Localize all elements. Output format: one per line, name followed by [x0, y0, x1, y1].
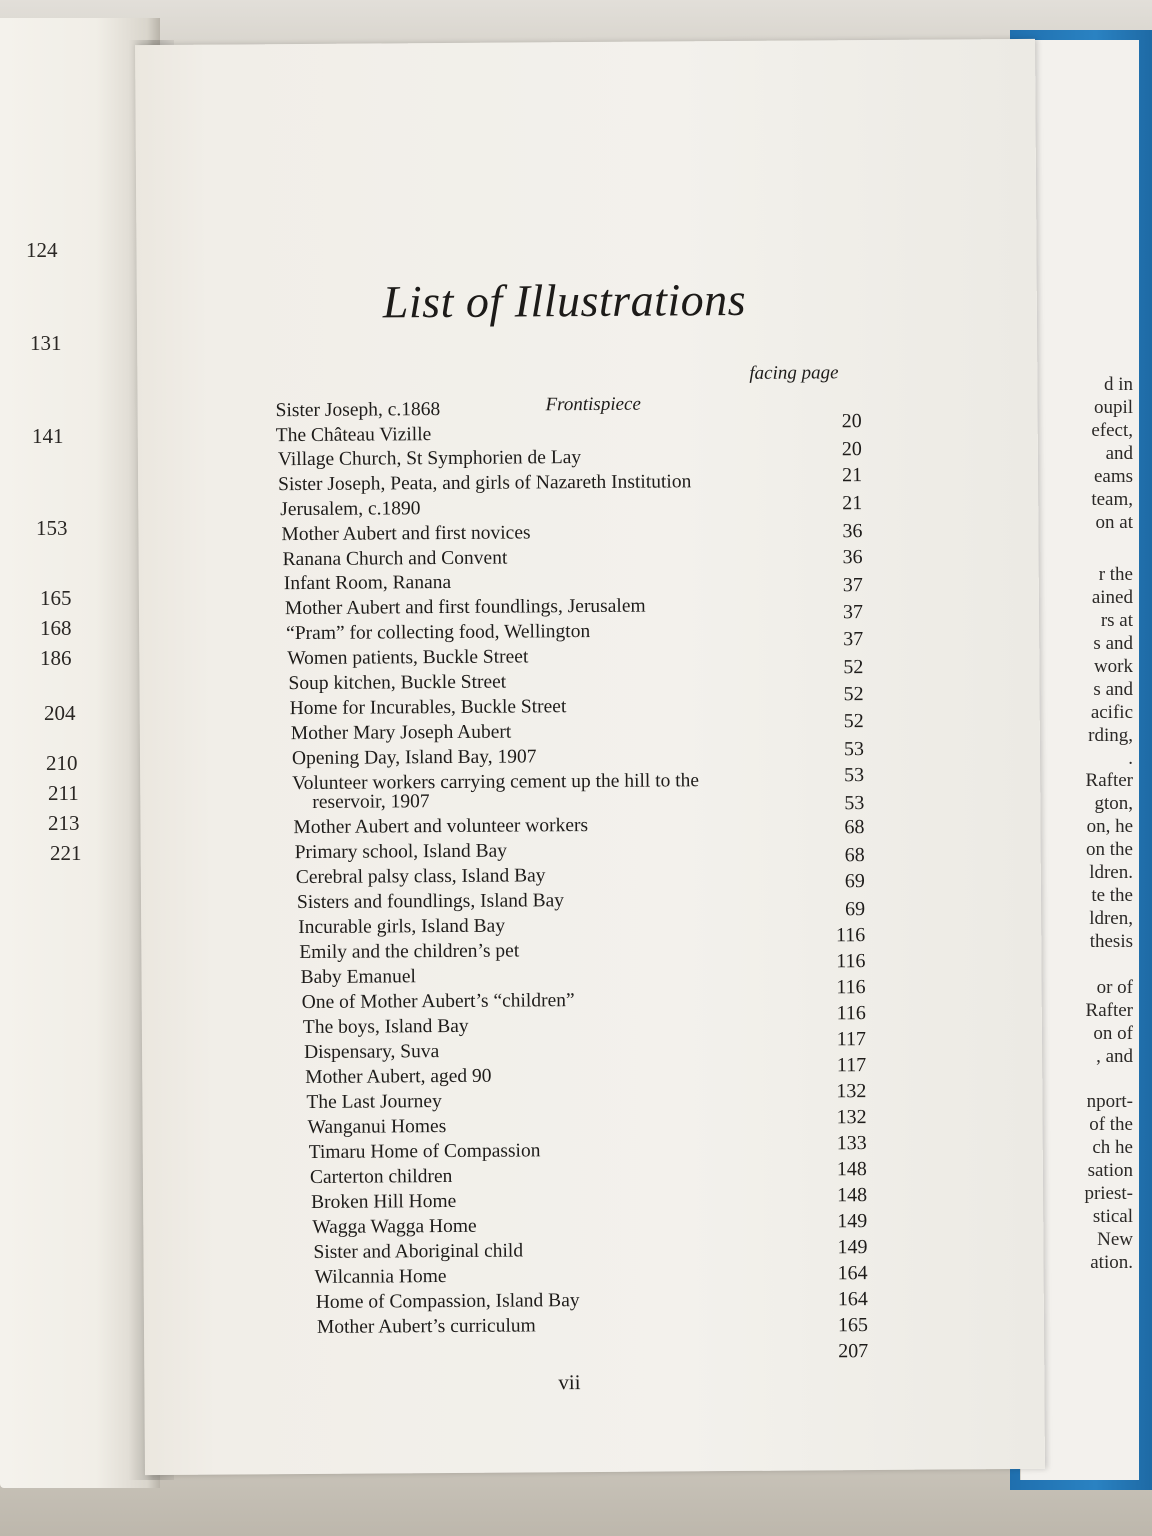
illustration-entry: “Pram” for collecting food, Wellington	[286, 620, 591, 645]
facing-page-number: 52	[843, 683, 864, 706]
illustration-entry: Sister Joseph, Peata, and girls of Nazareth Institution	[278, 471, 692, 496]
facing-page-number: 20	[841, 438, 862, 461]
illustration-entry: Soup kitchen, Buckle Street	[288, 671, 507, 695]
right-page-fragment: rs at	[1100, 610, 1133, 631]
facing-page-number: 164	[837, 1262, 868, 1285]
frontispiece-label: Frontispiece	[545, 393, 641, 416]
left-page-number: 124	[26, 238, 58, 262]
facing-page-number: 21	[841, 464, 863, 487]
left-page-number: 141	[32, 424, 64, 448]
facing-page-number: 117	[836, 1028, 867, 1051]
right-page-fragment: te the	[1091, 885, 1133, 906]
right-page-fragment: priest-	[1084, 1183, 1133, 1204]
illustration-entry: Wagga Wagga Home	[312, 1215, 477, 1238]
facing-page-number: 148	[836, 1184, 868, 1207]
illustration-entry: Broken Hill Home	[311, 1190, 457, 1213]
illustration-entry: Sister Joseph, c.1868	[275, 399, 441, 422]
right-page-fragment: .	[1128, 748, 1133, 769]
facing-page-number: 149	[837, 1236, 868, 1259]
facing-page-number: 52	[843, 656, 864, 679]
facing-page-number: 165	[837, 1314, 869, 1337]
facing-page-number: 68	[844, 816, 865, 839]
page-folio: vii	[558, 1370, 581, 1395]
facing-page-number: 207	[838, 1340, 869, 1363]
left-page-number: 168	[40, 616, 72, 640]
illustration-entry: reservoir, 1907	[312, 791, 430, 813]
right-page-fragment: on of	[1093, 1023, 1133, 1044]
right-page-fragment: ldren.	[1089, 862, 1133, 883]
illustration-entry: Mother Aubert and volunteer workers	[293, 815, 589, 839]
illustration-entry: Cerebral palsy class, Island Bay	[295, 865, 546, 889]
facing-page-number: 69	[844, 870, 865, 893]
facing-page-number: 164	[837, 1288, 868, 1311]
left-page-number: 165	[40, 586, 72, 610]
right-page-fragment: oupil	[1093, 397, 1133, 418]
right-page-fragment: on the	[1086, 839, 1133, 860]
facing-page-number: 37	[843, 628, 864, 651]
illustration-entry: Home of Compassion, Island Bay	[315, 1290, 580, 1313]
illustration-entry: Infant Room, Ranana	[283, 571, 452, 595]
illustration-entry: Opening Day, Island Bay, 1907	[291, 746, 537, 770]
facing-page-number: 37	[842, 601, 864, 624]
facing-page-number: 37	[842, 574, 863, 597]
facing-page-number: 133	[836, 1132, 867, 1155]
illustration-entry: Jerusalem, c.1890	[280, 498, 421, 521]
illustration-entry: Sisters and foundlings, Island Bay	[296, 890, 565, 914]
facing-page-number: 116	[836, 976, 866, 999]
right-page-fragment: ch he	[1092, 1137, 1133, 1158]
illustration-entry: Ranana Church and Convent	[282, 547, 508, 571]
right-page-fragment: ldren,	[1089, 908, 1133, 929]
right-page-fragment: gton,	[1094, 793, 1133, 814]
right-page-fragment: on at	[1095, 512, 1133, 533]
right-page-fragment: sation	[1087, 1160, 1133, 1181]
facing-page-number: 116	[835, 924, 866, 947]
left-page-number: 204	[44, 701, 76, 725]
facing-page-number: 68	[844, 844, 865, 867]
left-page-number: 211	[48, 781, 79, 805]
illustration-entry: Dispensary, Suva	[303, 1041, 440, 1064]
left-page-number: 221	[50, 841, 82, 865]
facing-page-number: 53	[843, 738, 865, 761]
right-page-fragment: d in	[1103, 374, 1133, 395]
right-page-fragment: or of	[1096, 977, 1133, 998]
facing-page-number: 148	[836, 1158, 867, 1181]
left-page-number: 153	[36, 516, 68, 540]
illustration-entry: Wanganui Homes	[307, 1116, 447, 1138]
facing-page-number: 53	[844, 764, 865, 787]
facing-page-number: 20	[841, 410, 862, 433]
right-page-fragment: thesis	[1089, 931, 1133, 952]
right-page-fragment: rding,	[1088, 725, 1133, 746]
right-page-fragment: nport-	[1086, 1091, 1133, 1112]
left-page-number: 213	[48, 811, 80, 835]
right-page-fragment: ained	[1091, 587, 1133, 608]
right-page-fragment: work	[1093, 656, 1133, 677]
left-page-number: 186	[40, 646, 72, 670]
facing-page-number: 116	[836, 950, 866, 973]
illustration-entry: One of Mother Aubert’s “children”	[301, 990, 575, 1014]
illustration-entry: Mother Aubert and first novices	[281, 522, 531, 546]
facing-page-number: 52	[843, 710, 864, 733]
illustration-entry: Incurable girls, Island Bay	[298, 915, 506, 939]
illustration-entry: Home for Incurables, Buckle Street	[289, 696, 567, 720]
illustration-entry: Primary school, Island Bay	[294, 840, 508, 864]
right-page-fragment: Rafter	[1085, 1000, 1133, 1021]
facing-page-number: 132	[836, 1106, 867, 1129]
illustration-entry: Emily and the children’s pet	[299, 940, 520, 964]
illustration-entry: Sister and Aboriginal child	[313, 1240, 524, 1263]
right-page-fragment: stical	[1092, 1206, 1133, 1227]
column-header: facing page	[749, 362, 839, 384]
facing-page-number: 116	[836, 1002, 866, 1025]
illustration-entry: Volunteer workers carrying cement up the hill to the	[292, 770, 700, 795]
illustration-entry: Timaru Home of Compassion	[308, 1140, 541, 1163]
illustration-entry: Mother Aubert’s curriculum	[316, 1315, 536, 1338]
right-page-fragment: efect,	[1091, 420, 1133, 441]
right-page-fragment: Rafter	[1085, 770, 1133, 791]
right-page-fragment: eams	[1093, 466, 1133, 487]
facing-page-number: 149	[837, 1210, 868, 1233]
page-title: List of Illustrations	[382, 273, 747, 328]
right-page-fragment: s and	[1093, 679, 1133, 700]
illustration-entry: The Last Journey	[306, 1091, 442, 1113]
facing-page-number: 117	[836, 1054, 867, 1077]
right-page-fragment: New	[1097, 1229, 1133, 1250]
left-page-number: 131	[30, 331, 62, 355]
right-page-fragment: , and	[1096, 1046, 1133, 1067]
right-page-fragment: on, he	[1086, 816, 1133, 837]
right-page-fragment: acific	[1090, 702, 1133, 723]
left-page-number: 210	[46, 751, 78, 775]
illustration-entry: Mother Aubert, aged 90	[305, 1065, 492, 1088]
illustration-entry: Wilcannia Home	[314, 1266, 447, 1288]
main-page	[135, 39, 1045, 1475]
illustration-entry: The boys, Island Bay	[302, 1015, 469, 1039]
illustration-entry: Village Church, St Symphorien de Lay	[277, 447, 582, 471]
facing-page-number: 132	[836, 1080, 867, 1103]
facing-page-number: 36	[842, 546, 863, 569]
right-page-fragment: s and	[1093, 633, 1133, 654]
illustration-entry: Women patients, Buckle Street	[287, 646, 529, 670]
right-page-fragment: ation.	[1090, 1252, 1133, 1273]
facing-page-number: 53	[844, 792, 865, 815]
right-page-fragment: team,	[1091, 489, 1133, 510]
right-page-fragment: r the	[1098, 564, 1133, 585]
illustration-entry: Carterton children	[309, 1165, 453, 1188]
right-page-fragment: and	[1105, 443, 1133, 464]
illustration-entry: Mother Mary Joseph Aubert	[290, 721, 512, 745]
illustration-entry: Baby Emanuel	[300, 966, 416, 989]
right-page-fragment: of the	[1089, 1114, 1133, 1135]
illustration-entry: Mother Aubert and first foundlings, Jerusalem	[284, 595, 646, 620]
facing-page-number: 21	[842, 492, 863, 515]
illustration-entry: The Château Vizille	[275, 424, 432, 447]
facing-page-number: 36	[842, 520, 863, 543]
facing-page-number: 69	[844, 898, 866, 921]
